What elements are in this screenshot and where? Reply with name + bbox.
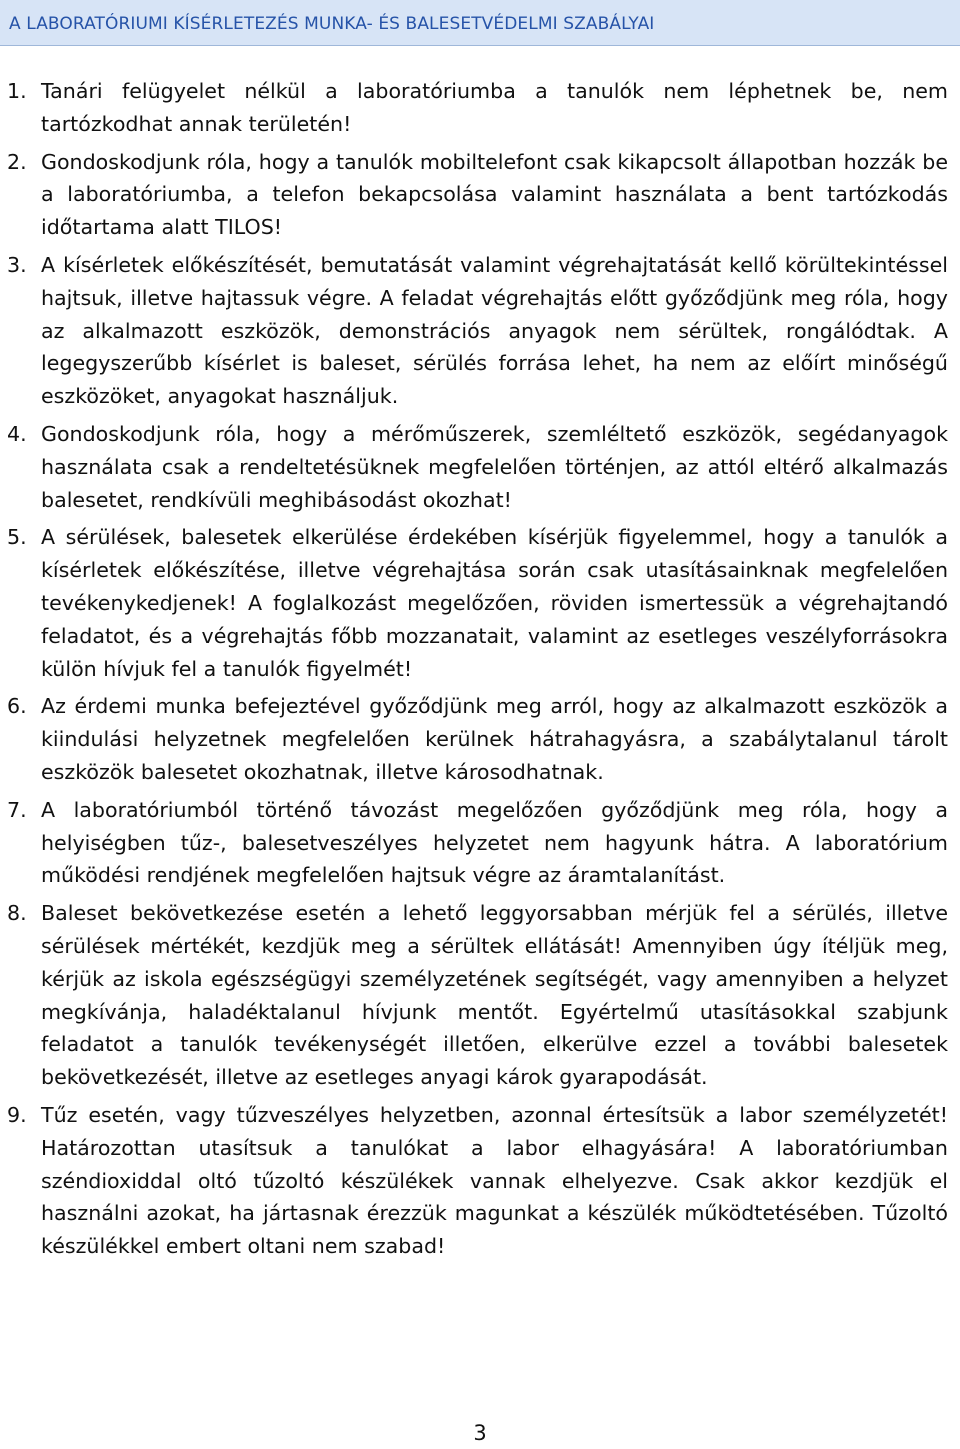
list-item-text: Az érdemi munka befejeztével győződjünk meg arról, hogy az alkalmazott eszközök a kiindulási helyzetnek megfelelően kerülnek hátrahagyásra, a szabálytalanul tárolt eszközök balesetet okozhatnak, illetve károsodhatnak. (41, 694, 948, 784)
list-item (0, 249, 960, 413)
list-item (0, 521, 960, 685)
list-item-text: Gondoskodjunk róla, hogy a tanulók mobiltelefont csak kikapcsolt állapotban hozzák be a laboratóriumba, a telefon bekapcsolása valamint használata a bent tartózkodás időtartama alatt TILOS! (41, 149, 948, 240)
list-item-text: A sérülések, balesetek elkerülése érdekében kísérjük figyelemmel, hogy a tanulók a kísérletek előkészítése, illetve végrehajtása során csak utasításainknak megfelelően tevékenykedjenek! A foglalkozást megelőzően, röviden ismertessük a végrehajtandó feladatot, és a végrehajtás főbb mozzanatait, valamint az esetleges veszélyforrásokra külön hívjuk fel a tanulók figyelmét! (41, 525, 948, 681)
rules-list (0, 75, 960, 1264)
list-item-number: 5. (7, 525, 27, 550)
list-item-text: Tanári felügyelet nélkül a laboratóriumba a tanulók nem léphetnek be, nem tartózkodhat annak területén! (41, 79, 948, 136)
list-item (0, 897, 960, 1094)
list-item (0, 75, 960, 141)
list-item-number: 3. (7, 252, 27, 277)
list-item-number: 2. (7, 149, 27, 174)
list-item-text: A kísérletek előkészítését, bemutatását valamint végrehajtatását kellő körültekintéssel hajtsuk, illetve hajtassuk végre. A feladat végrehajtás előtt győződjünk meg róla, hogy az alkalmazott eszközök, demonstrációs anyagok nem sérültek, rongálódtak. A legegyszerűbb kísérlet is baleset, sérülés forrása lehet, ha nem az előírt minőségű eszközöket, anyagokat használjuk. (41, 252, 948, 409)
list-item (0, 794, 960, 892)
list-item (0, 418, 960, 516)
list-item (0, 690, 960, 788)
list-item-number: 8. (7, 901, 27, 926)
document-header (0, 0, 960, 46)
list-item (0, 146, 960, 244)
list-item-number: 1. (7, 79, 27, 103)
list-item-number: 4. (7, 421, 27, 446)
document-title: A LABORATÓRIUMI KÍSÉRLETEZÉS MUNKA- ÉS BALESETVÉDELMI SZABÁLYAI (9, 14, 655, 34)
list-item (0, 1099, 960, 1263)
list-item-text: Baleset bekövetkezése esetén a lehető leggyorsabban mérjük fel a sérülés, illetve sérülések mértékét, kezdjük meg a sérültek ellátását! Amennyiben úgy ítéljük meg, kérjük az iskola egészségügyi személyzetének segítségét, vagy amennyiben a helyzet megkívánja, haladéktalanul hívjunk mentőt. Egyértelmű utasításokkal szabjunk feladatot a tanulók tevékenységét illetően, elkerülve ezzel a további balesetek bekövetkezését, illetve az esetleges anyagi károk gyarapodását. (41, 901, 948, 1090)
list-item-number: 9. (7, 1102, 27, 1127)
list-item-number: 6. (7, 694, 27, 719)
list-item-number: 7. (7, 797, 27, 822)
list-item-text: Gondoskodjunk róla, hogy a mérőműszerek, szemléltető eszközök, segédanyagok használata csak a rendeltetésüknek megfelelően történjen, az attól eltérő alkalmazás balesetet, rendkívüli meghibásodást okozhat! (41, 421, 948, 512)
list-item-text: Tűz esetén, vagy tűzveszélyes helyzetben, azonnal értesítsük a labor személyzetét! Határozottan utasítsuk a tanulókat a labor elhagyására! A laboratóriumban széndioxiddal oltó tűzoltó készülékek vannak elhelyezve. Csak akkor kezdjük el használni azokat, ha jártasnak érezzük magunkat a készülék működtetésében. Tűzoltó készülékkel embert oltani nem szabad! (41, 1102, 948, 1259)
page-number: 3 (473, 1421, 487, 1445)
list-item-text: A laboratóriumból történő távozást megelőzően győződjünk meg róla, hogy a helyiségben tűz-, balesetveszélyes helyzetet nem hagyunk hátra. A laboratórium működési rendjének megfelelően hajtsuk végre az áramtalanítást. (41, 797, 948, 888)
